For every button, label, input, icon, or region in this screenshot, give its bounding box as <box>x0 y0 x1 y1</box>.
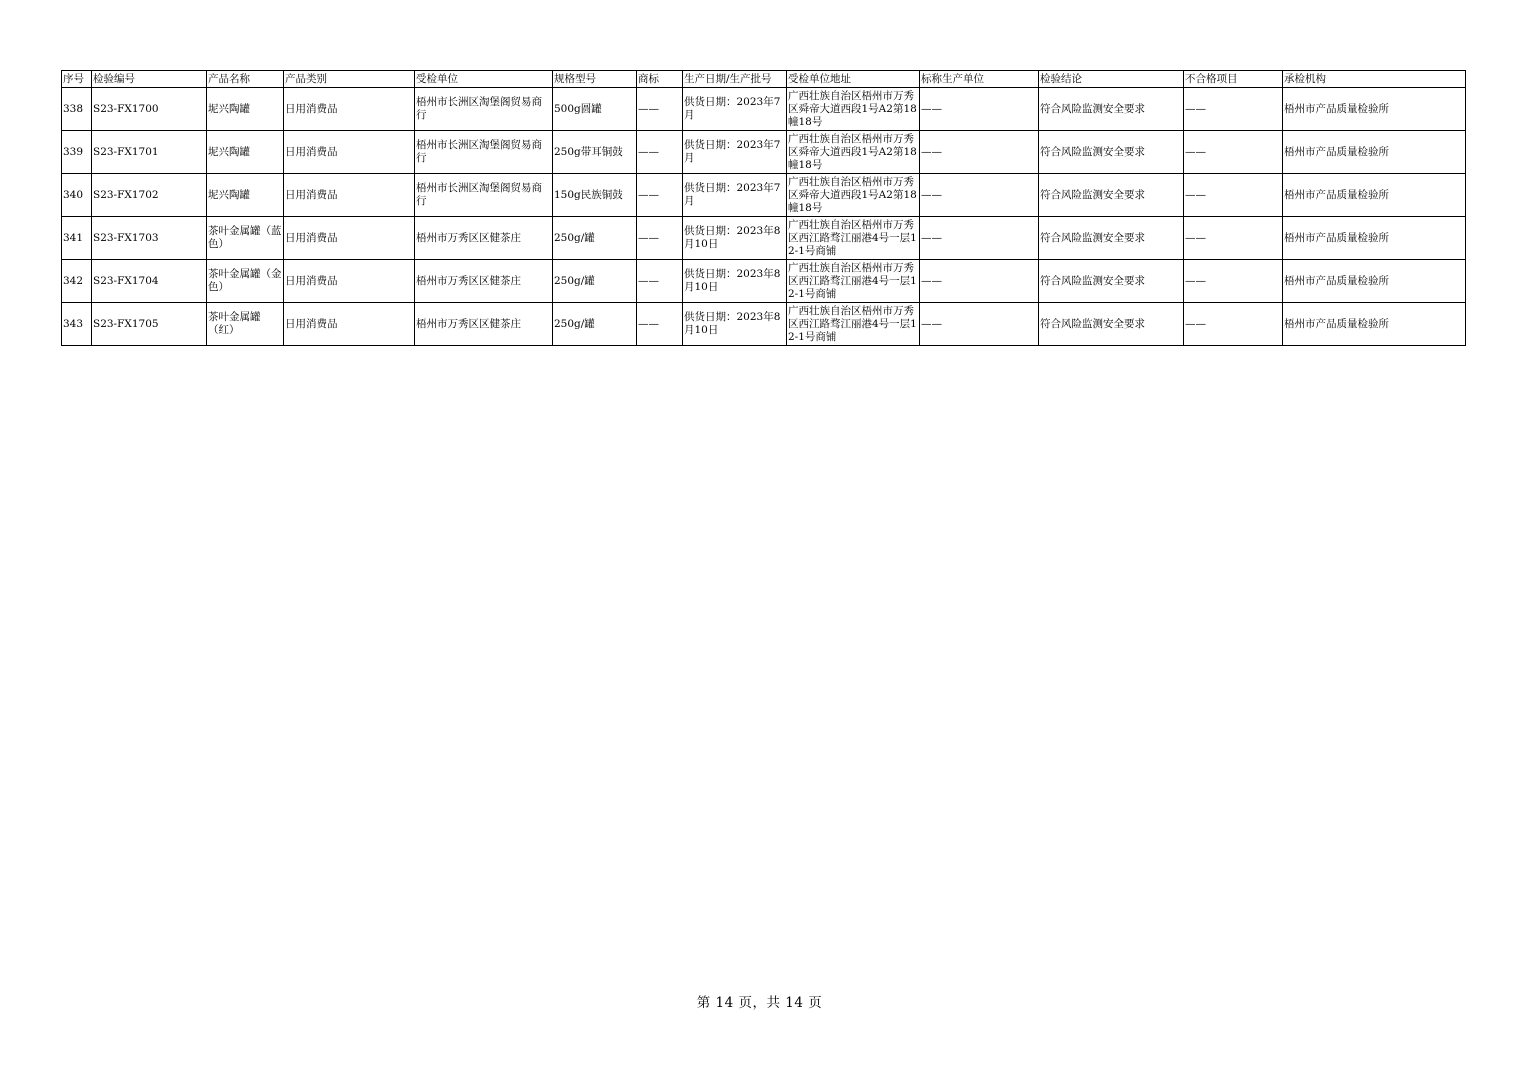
cell-production-date: 供货日期：2023年8月10日 <box>683 260 787 303</box>
header-conclusion: 检验结论 <box>1039 71 1184 88</box>
cell-inspected-unit: 梧州市万秀区区健茶庄 <box>415 303 553 346</box>
cell-product-category: 日用消费品 <box>284 174 415 217</box>
cell-serial-number: 339 <box>62 131 92 174</box>
header-inspected-unit: 受检单位 <box>415 71 553 88</box>
page-number-footer: 第 14 页，共 14 页 <box>696 995 823 1011</box>
cell-inspection-code: S23-FX1705 <box>92 303 207 346</box>
cell-inspected-unit: 梧州市万秀区区健茶庄 <box>415 260 553 303</box>
header-specification: 规格型号 <box>553 71 637 88</box>
cell-inspection-code: S23-FX1703 <box>92 217 207 260</box>
cell-trademark: —— <box>637 303 683 346</box>
cell-nominal-manufacturer: —— <box>920 174 1039 217</box>
cell-product-name: 茶叶金属罐（红） <box>207 303 284 346</box>
table-row <box>62 131 1466 174</box>
cell-failed-items: —— <box>1184 260 1283 303</box>
cell-production-date: 供货日期：2023年7月 <box>683 174 787 217</box>
cell-trademark: —— <box>637 174 683 217</box>
cell-inspected-unit: 梧州市长洲区淘堡阁贸易商行 <box>415 174 553 217</box>
table-row <box>62 174 1466 217</box>
cell-trademark: —— <box>637 217 683 260</box>
cell-inspection-code: S23-FX1702 <box>92 174 207 217</box>
cell-inspection-code: S23-FX1700 <box>92 88 207 131</box>
cell-product-category: 日用消费品 <box>284 131 415 174</box>
cell-product-name: 茶叶金属罐（蓝色） <box>207 217 284 260</box>
cell-failed-items: —— <box>1184 174 1283 217</box>
cell-product-name: 坭兴陶罐 <box>207 131 284 174</box>
cell-conclusion: 符合风险监测安全要求 <box>1039 131 1184 174</box>
cell-specification: 500g圆罐 <box>553 88 637 131</box>
cell-trademark: —— <box>637 88 683 131</box>
cell-unit-address: 广西壮族自治区梧州市万秀区西江路骛江丽港4号一层12-1号商铺 <box>787 303 920 346</box>
cell-unit-address: 广西壮族自治区梧州市万秀区舜帝大道西段1号A2第18幢18号 <box>787 131 920 174</box>
table-row <box>62 217 1466 260</box>
cell-inspection-code: S23-FX1704 <box>92 260 207 303</box>
cell-serial-number: 343 <box>62 303 92 346</box>
table-header-row <box>62 71 1466 88</box>
cell-specification: 250g/罐 <box>553 260 637 303</box>
cell-inspection-code: S23-FX1701 <box>92 131 207 174</box>
cell-conclusion: 符合风险监测安全要求 <box>1039 260 1184 303</box>
cell-failed-items: —— <box>1184 88 1283 131</box>
cell-unit-address: 广西壮族自治区梧州市万秀区舜帝大道西段1号A2第18幢18号 <box>787 88 920 131</box>
cell-nominal-manufacturer: —— <box>920 303 1039 346</box>
cell-inspection-agency: 梧州市产品质量检验所 <box>1283 303 1466 346</box>
cell-unit-address: 广西壮族自治区梧州市万秀区西江路骛江丽港4号一层12-1号商铺 <box>787 217 920 260</box>
cell-production-date: 供货日期：2023年7月 <box>683 131 787 174</box>
table-row <box>62 88 1466 131</box>
cell-failed-items: —— <box>1184 217 1283 260</box>
cell-product-name: 茶叶金属罐（金色） <box>207 260 284 303</box>
cell-specification: 250g/罐 <box>553 217 637 260</box>
cell-product-name: 坭兴陶罐 <box>207 174 284 217</box>
cell-inspected-unit: 梧州市长洲区淘堡阁贸易商行 <box>415 131 553 174</box>
cell-trademark: —— <box>637 260 683 303</box>
header-failed-items: 不合格项目 <box>1184 71 1283 88</box>
cell-nominal-manufacturer: —— <box>920 260 1039 303</box>
cell-product-name: 坭兴陶罐 <box>207 88 284 131</box>
cell-nominal-manufacturer: —— <box>920 131 1039 174</box>
header-product-name: 产品名称 <box>207 71 284 88</box>
cell-conclusion: 符合风险监测安全要求 <box>1039 217 1184 260</box>
header-trademark: 商标 <box>637 71 683 88</box>
cell-trademark: —— <box>637 131 683 174</box>
cell-unit-address: 广西壮族自治区梧州市万秀区西江路骛江丽港4号一层12-1号商铺 <box>787 260 920 303</box>
cell-conclusion: 符合风险监测安全要求 <box>1039 174 1184 217</box>
cell-product-category: 日用消费品 <box>284 88 415 131</box>
cell-product-category: 日用消费品 <box>284 303 415 346</box>
cell-serial-number: 342 <box>62 260 92 303</box>
cell-inspection-agency: 梧州市产品质量检验所 <box>1283 174 1466 217</box>
cell-product-category: 日用消费品 <box>284 217 415 260</box>
cell-inspected-unit: 梧州市长洲区淘堡阁贸易商行 <box>415 88 553 131</box>
header-serial-number: 序号 <box>62 71 92 88</box>
header-production-date: 生产日期/生产批号 <box>683 71 787 88</box>
cell-unit-address: 广西壮族自治区梧州市万秀区舜帝大道西段1号A2第18幢18号 <box>787 174 920 217</box>
cell-product-category: 日用消费品 <box>284 260 415 303</box>
cell-specification: 250g/罐 <box>553 303 637 346</box>
cell-conclusion: 符合风险监测安全要求 <box>1039 303 1184 346</box>
cell-production-date: 供货日期：2023年8月10日 <box>683 303 787 346</box>
header-inspection-code: 检验编号 <box>92 71 207 88</box>
header-inspection-agency: 承检机构 <box>1283 71 1466 88</box>
cell-specification: 150g民族铜鼓 <box>553 174 637 217</box>
cell-production-date: 供货日期：2023年7月 <box>683 88 787 131</box>
cell-specification: 250g带耳铜鼓 <box>553 131 637 174</box>
cell-nominal-manufacturer: —— <box>920 88 1039 131</box>
table-row <box>62 260 1466 303</box>
cell-inspection-agency: 梧州市产品质量检验所 <box>1283 131 1466 174</box>
header-nominal-manufacturer: 标称生产单位 <box>920 71 1039 88</box>
table-row <box>62 303 1466 346</box>
cell-serial-number: 341 <box>62 217 92 260</box>
header-product-category: 产品类别 <box>284 71 415 88</box>
cell-nominal-manufacturer: —— <box>920 217 1039 260</box>
inspection-results-table <box>61 70 1466 346</box>
header-unit-address: 受检单位地址 <box>787 71 920 88</box>
cell-serial-number: 340 <box>62 174 92 217</box>
cell-failed-items: —— <box>1184 303 1283 346</box>
cell-serial-number: 338 <box>62 88 92 131</box>
cell-production-date: 供货日期：2023年8月10日 <box>683 217 787 260</box>
cell-failed-items: —— <box>1184 131 1283 174</box>
cell-conclusion: 符合风险监测安全要求 <box>1039 88 1184 131</box>
cell-inspected-unit: 梧州市万秀区区健茶庄 <box>415 217 553 260</box>
cell-inspection-agency: 梧州市产品质量检验所 <box>1283 260 1466 303</box>
cell-inspection-agency: 梧州市产品质量检验所 <box>1283 217 1466 260</box>
cell-inspection-agency: 梧州市产品质量检验所 <box>1283 88 1466 131</box>
